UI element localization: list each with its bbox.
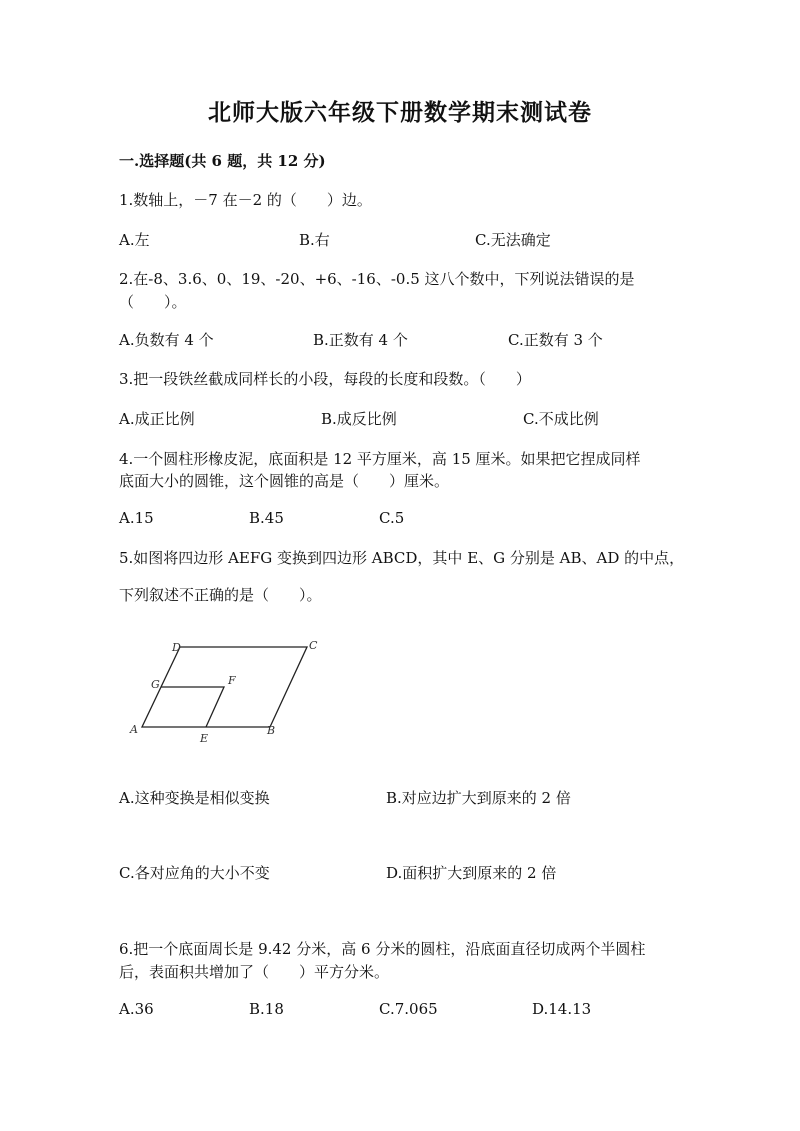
section-heading: 一.选择题(共 6 题，共 12 分)	[119, 152, 326, 170]
question-1-option-c: C.无法确定	[475, 231, 551, 249]
question-6-option-b: B.18	[249, 1000, 284, 1018]
parallelogram-aefg	[161, 687, 224, 727]
question-6-text-line1: 6.把一个底面周长是 9.42 分米，高 6 分米的圆柱，沿底面直径切成两个半圆柱	[119, 940, 646, 958]
question-5-text-line2: 下列叙述不正确的是（ ）。	[119, 586, 322, 604]
question-3-option-c: C.不成比例	[523, 410, 599, 428]
figure-label-b: B	[267, 724, 276, 737]
figure-label-d: D	[172, 641, 181, 654]
figure-label-f: F	[228, 674, 236, 687]
question-4-option-b: B.45	[249, 509, 284, 527]
question-4-text-line2: 底面大小的圆锥，这个圆锥的高是（ ）厘米。	[119, 472, 450, 490]
question-3-option-b: B.成反比例	[321, 410, 397, 428]
question-4-option-c: C.5	[379, 509, 405, 527]
question-6-option-a: A.36	[119, 1000, 154, 1018]
question-5-option-b: B.对应边扩大到原来的 2 倍	[386, 789, 571, 807]
question-6-text-line2: 后，表面积共增加了（ ）平方分米。	[119, 963, 390, 981]
question-2-option-b: B.正数有 4 个	[313, 331, 408, 349]
question-1-option-a: A.左	[119, 231, 150, 249]
question-2-option-a: A.负数有 4 个	[119, 331, 214, 349]
parallelogram-figure	[120, 632, 340, 744]
figure-label-a: A	[130, 723, 138, 736]
question-1-text: 1.数轴上，－7 在－2 的（ ）边。	[119, 191, 372, 209]
question-4-option-a: A.15	[119, 509, 154, 527]
figure-label-g: G	[151, 678, 160, 691]
question-3-text: 3.把一段铁丝截成同样长的小段，每段的长度和段数。（ ）	[119, 370, 531, 388]
question-5-option-a: A.这种变换是相似变换	[119, 789, 270, 807]
question-2-text-line1: 2.在-8、3.6、0、19、-20、+6、-16、-0.5 这八个数中，下列说法错误的是	[119, 270, 635, 288]
question-4-text-line1: 4.一个圆柱形橡皮泥，底面积是 12 平方厘米，高 15 厘米。如果把它捏成同样	[119, 450, 641, 468]
question-6-option-d: D.14.13	[532, 1000, 592, 1018]
question-1-option-b: B.右	[299, 231, 330, 249]
question-5-option-d: D.面积扩大到原来的 2 倍	[386, 864, 557, 882]
question-5-text-line1: 5.如图将四边形 AEFG 变换到四边形 ABCD，其中 E、G 分别是 AB、AD 的中点，	[119, 549, 685, 567]
question-5-option-c: C.各对应角的大小不变	[119, 864, 270, 882]
figure-label-c: C	[309, 639, 318, 652]
question-3-option-a: A.成正比例	[119, 410, 195, 428]
page-title: 北师大版六年级下册数学期末测试卷	[208, 99, 592, 126]
question-2-option-c: C.正数有 3 个	[508, 331, 603, 349]
question-2-text-line2: （ ）。	[119, 293, 187, 311]
figure-label-e: E	[200, 732, 209, 744]
question-6-option-c: C.7.065	[379, 1000, 438, 1018]
